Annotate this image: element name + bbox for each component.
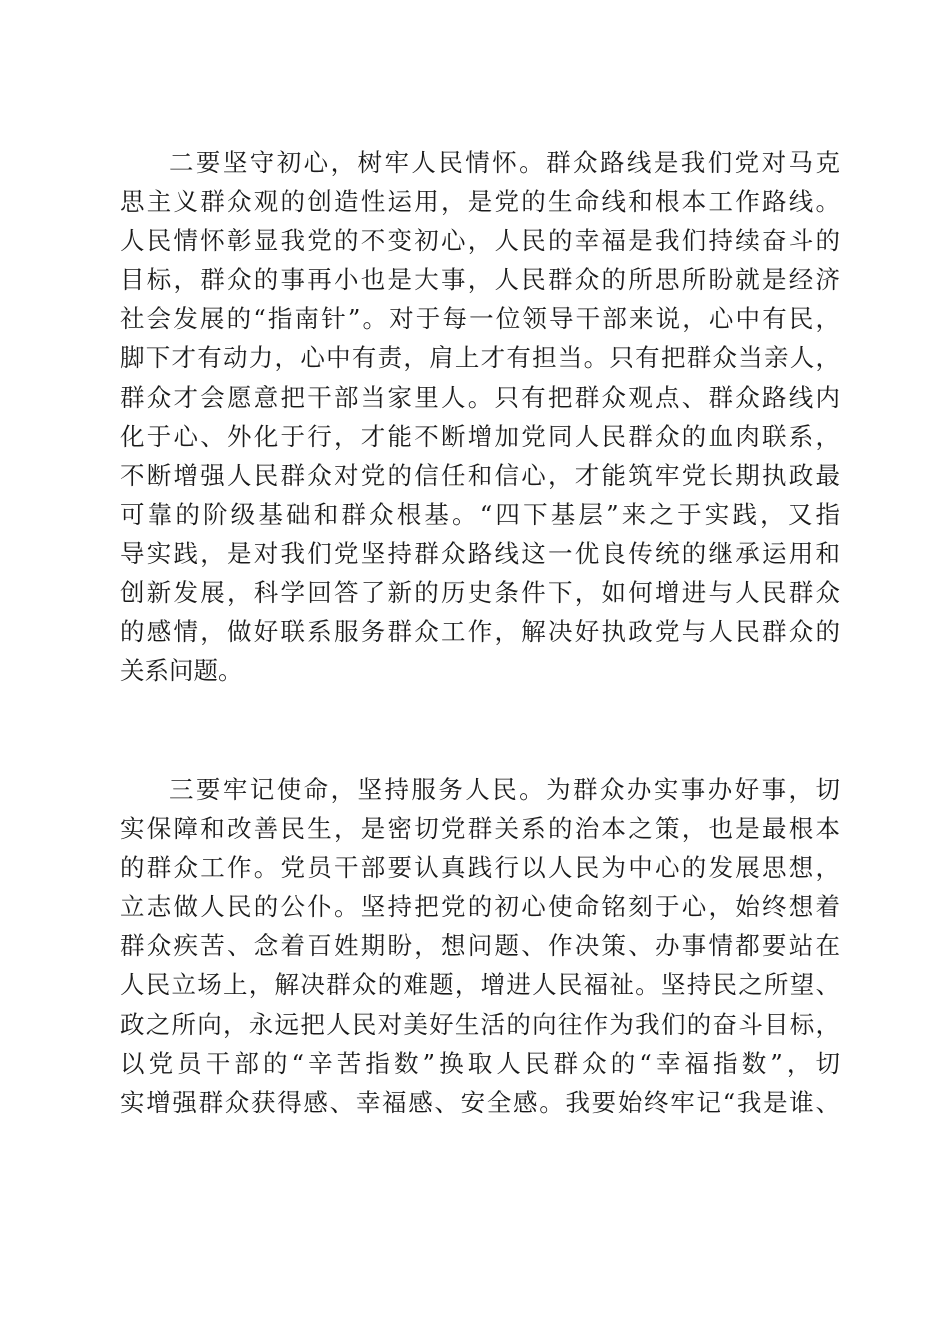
text-line: 人民立场上，解决群众的难题，增进人民福祉。坚持民之所望、 xyxy=(120,970,840,1000)
paragraph-second-point xyxy=(120,143,840,690)
text-line: 人民情怀彰显我党的不变初心，人民的幸福是我们持续奋斗的 xyxy=(120,226,840,256)
text-line: 关系问题。 xyxy=(120,656,243,686)
text-line: 的群众工作。党员干部要认真践行以人民为中心的发展思想， xyxy=(120,853,840,883)
text-line: 政之所向，永远把人民对美好生活的向往作为我们的奋斗目标， xyxy=(120,1009,840,1039)
text-line: 思主义群众观的创造性运用，是党的生命线和根本工作路线。 xyxy=(120,187,840,217)
text-line: 导实践，是对我们党坚持群众路线这一优良传统的继承运用和 xyxy=(120,538,840,568)
paragraph-third-point xyxy=(120,770,840,1122)
text-line: 的感情，做好联系服务群众工作，解决好执政党与人民群众的 xyxy=(120,617,840,647)
text-line: 实保障和改善民生，是密切党群关系的治本之策，也是最根本 xyxy=(120,814,840,844)
text-line: 以党员干部的“辛苦指数”换取人民群众的“幸福指数”，切 xyxy=(120,1048,840,1078)
text-line: 目标，群众的事再小也是大事，人民群众的所思所盼就是经济 xyxy=(120,265,840,295)
text-line: 不断增强人民群众对党的信任和信心，才能筑牢党长期执政最 xyxy=(120,460,840,490)
text-line: 社会发展的“指南针”。对于每一位领导干部来说，心中有民， xyxy=(120,304,840,334)
text-line: 二要坚守初心，树牢人民情怀。群众路线是我们党对马克 xyxy=(169,148,840,177)
text-line: 群众疾苦、念着百姓期盼，想问题、作决策、办事情都要站在 xyxy=(120,931,840,961)
text-line: 三要牢记使命，坚持服务人民。为群众办实事办好事，切 xyxy=(169,775,840,804)
text-line: 实增强群众获得感、幸福感、安全感。我要始终牢记“我是谁、 xyxy=(120,1087,840,1117)
text-line: 立志做人民的公仆。坚持把党的初心使命铭刻于心，始终想着 xyxy=(120,892,840,922)
text-line: 创新发展，科学回答了新的历史条件下，如何增进与人民群众 xyxy=(120,578,840,608)
text-line: 化于心、外化于行，才能不断增加党同人民群众的血肉联系， xyxy=(120,421,840,451)
text-line: 群众才会愿意把干部当家里人。只有把群众观点、群众路线内 xyxy=(120,382,840,412)
text-line: 可靠的阶级基础和群众根基。“四下基层”来之于实践，又指 xyxy=(120,499,840,529)
text-line: 脚下才有动力，心中有责，肩上才有担当。只有把群众当亲人， xyxy=(120,343,840,373)
